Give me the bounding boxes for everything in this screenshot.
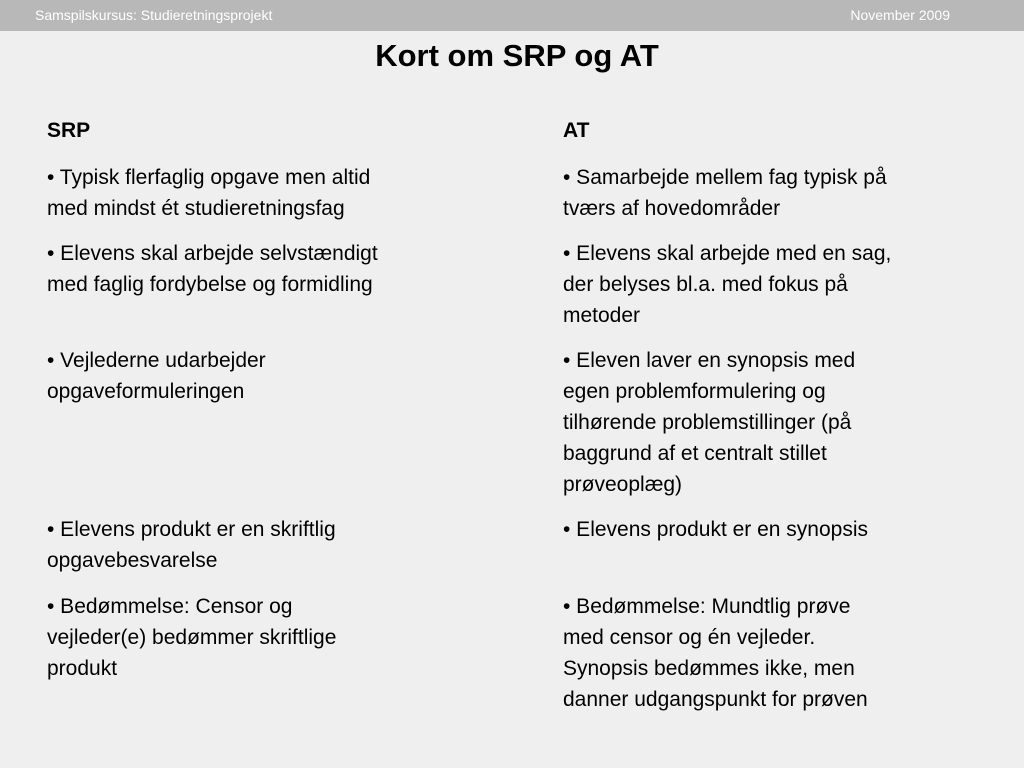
at-bullet-5 [563,591,1003,715]
srp-heading: SRP [47,119,91,142]
bullet-line: • Elevens produkt er en skriftlig [47,518,336,541]
bullet-line: • Vejlederne udarbejder [47,349,266,372]
bullet-line: danner udgangspunkt for prøven [563,688,868,711]
srp-bullet-2 [47,238,487,300]
srp-bullet-4 [47,514,487,576]
srp-bullet-3 [47,345,487,407]
bullet-line: tilhørende problemstillinger (på [563,411,852,434]
bullet-line: • Typisk flerfaglig opgave men altid [47,166,371,189]
srp-bullet-5 [47,591,487,684]
srp-bullet-1 [47,162,487,224]
bullet-line: • Elevens skal arbejde selvstændigt [47,242,378,265]
bullet-line: med mindst ét studieretningsfag [47,197,345,220]
bullet-line: • Eleven laver en synopsis med [563,349,856,372]
bullet-line: med censor og én vejleder. [563,626,816,649]
bullet-line: • Bedømmelse: Mundtlig prøve [563,595,851,618]
bullet-line: • Bedømmelse: Censor og [47,595,293,618]
bullet-line: • Elevens skal arbejde med en sag, [563,242,892,265]
course-title: Samspilskursus: Studieretningsprojekt [35,7,273,23]
bullet-line: der belyses bl.a. med fokus på [563,273,848,296]
bullet-line: med faglig fordybelse og formidling [47,273,373,296]
bullet-line: • Elevens produkt er en synopsis [563,518,869,541]
bullet-line: tværs af hovedområder [563,197,781,220]
bullet-line: opgaveformuleringen [47,380,245,403]
bullet-line: egen problemformulering og [563,380,826,403]
bullet-line: produkt [47,657,118,680]
at-bullet-2 [563,238,1003,331]
bullet-line: vejleder(e) bedømmer skriftlige [47,626,337,649]
header-date: November 2009 [850,7,950,23]
slide-title: Kort om SRP og AT [375,38,659,73]
at-heading: AT [563,119,590,142]
bullet-line: opgavebesvarelse [47,549,218,572]
bullet-line: metoder [563,304,641,327]
bullet-line: prøveoplæg) [563,473,683,496]
at-bullet-4 [563,514,1003,545]
header-bar [0,0,1024,31]
bullet-line: • Samarbejde mellem fag typisk på [563,166,887,189]
at-bullet-1 [563,162,1003,224]
bullet-line: baggrund af et centralt stillet [563,442,827,465]
bullet-line: Synopsis bedømmes ikke, men [563,657,855,680]
at-bullet-3 [563,345,1003,500]
